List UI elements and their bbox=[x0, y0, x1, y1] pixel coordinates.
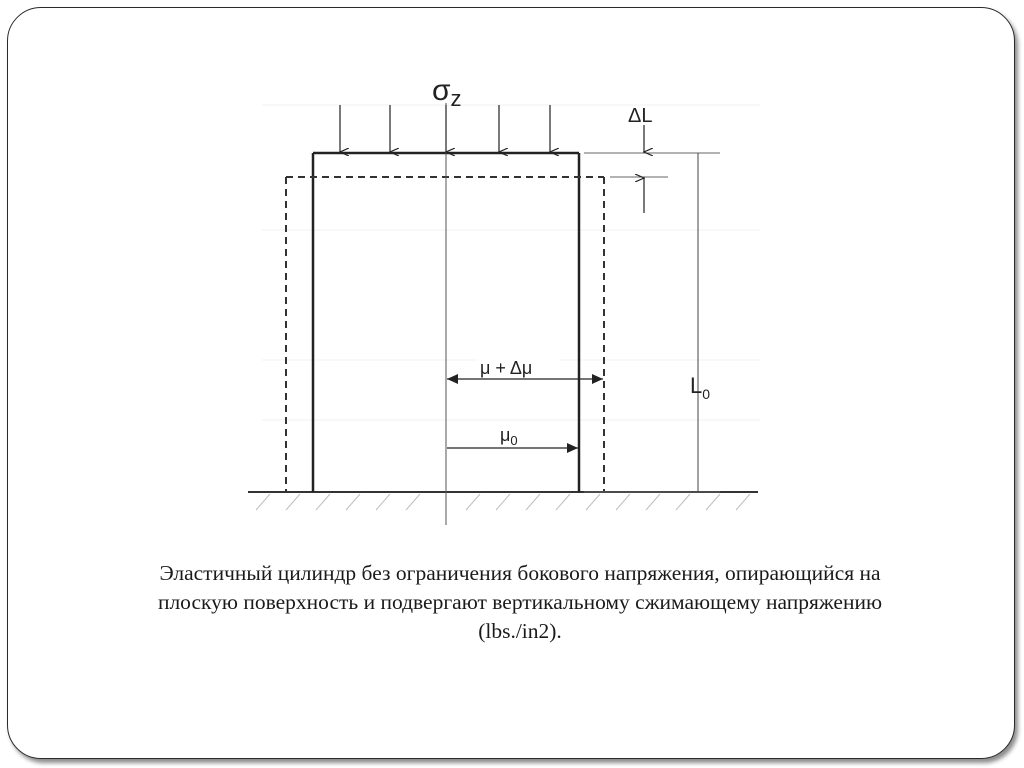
cylinder-deformed bbox=[286, 177, 604, 492]
caption-line-1: Эластичный цилиндр без ограничения бокового напряжения, опирающийся на bbox=[159, 561, 881, 585]
delta-l-label: ΔL bbox=[628, 105, 653, 127]
slide-caption bbox=[100, 559, 940, 646]
ground-hatching bbox=[256, 494, 750, 510]
caption-line-2: плоскую поверхность и подвергают вертикальному сжимающему напряжению bbox=[157, 590, 883, 614]
stress-arrows bbox=[340, 105, 550, 152]
sigma-z-label: $\sigma_z$ bbox=[432, 74, 462, 111]
mu0-label: $\mu_0$ bbox=[500, 425, 518, 448]
l0-label: $L_0$ bbox=[690, 373, 711, 402]
caption-line-3: (lbs./in2). bbox=[478, 619, 562, 643]
mu-delta-label: μ + Δμ bbox=[480, 358, 533, 378]
